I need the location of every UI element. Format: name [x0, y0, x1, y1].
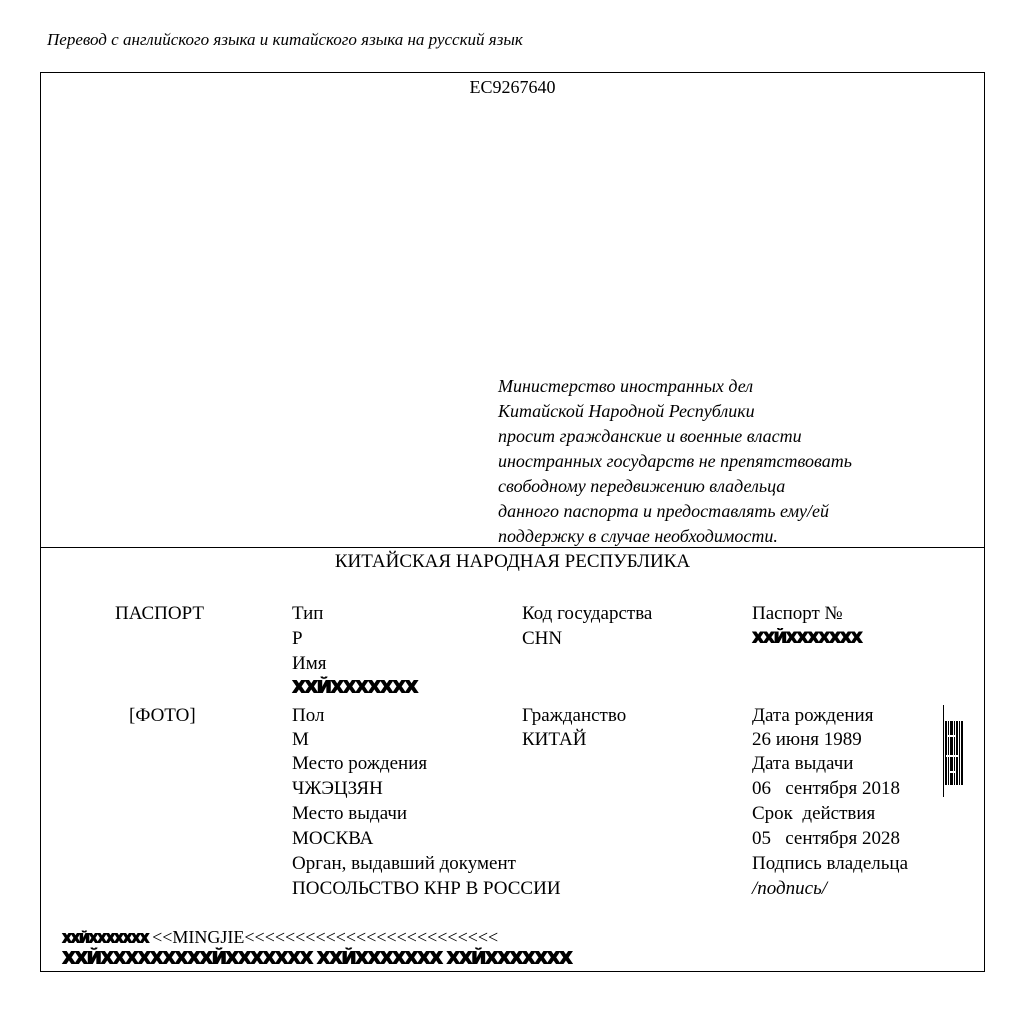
expiry-value: 05 сентября 2028: [752, 828, 900, 849]
sex-label: Пол: [292, 705, 325, 726]
passport-serial: EC9267640: [469, 77, 556, 97]
state-code-label: Код государства: [522, 603, 653, 624]
name-label: Имя: [292, 653, 327, 674]
sex-value: М: [292, 729, 309, 750]
barcode-strip: [942, 705, 964, 797]
ministry-line: данного паспорта и предоставлять ему/ей: [498, 501, 830, 521]
photo-placeholder: [ФОТО]: [129, 705, 196, 726]
birthplace-label: Место рождения: [292, 753, 428, 774]
ministry-request-text: [498, 374, 852, 549]
ministry-line: Министерство иностранных дел: [498, 376, 754, 396]
authority-label: Орган, выдавший документ: [292, 853, 516, 874]
dob-value: 26 июня 1989: [752, 729, 862, 750]
issue-place-value: МОСКВА: [292, 828, 374, 849]
mrz-line-1-text: <<MINGJIE<<<<<<<<<<<<<<<<<<<<<<<<<: [152, 927, 499, 947]
ministry-line: поддержку в случае необходимости.: [498, 526, 778, 546]
ministry-line: иностранных государств не препятствовать: [498, 451, 852, 471]
expiry-label: Срок действия: [752, 803, 876, 824]
mrz-line-2-masked: ХХЙХХХХХХХХХЙХХХХХХХ ХХЙХХХХХХХ ХХЙХХХХХХХ: [62, 948, 572, 969]
issue-date-value: 06 сентября 2018: [752, 778, 900, 799]
signature-value: /подпись/: [752, 878, 827, 899]
ministry-line: просит гражданские и военные власти: [498, 426, 802, 446]
name-value-masked: ХХЙХХХХХХХ: [292, 677, 417, 698]
signature-label: Подпись владельца: [752, 853, 909, 874]
issue-place-label: Место выдачи: [292, 803, 408, 824]
passport-label: ПАСПОРТ: [115, 603, 205, 624]
ministry-line: Китайской Народной Республики: [498, 401, 755, 421]
mrz-line-1-masked: ХХЙХХХХХХХ: [62, 932, 149, 947]
nationality-label: Гражданство: [522, 705, 627, 726]
translation-note: Перевод с английского языка и китайского языка на русский язык: [47, 30, 523, 49]
mrz-line-1: [62, 927, 498, 948]
birthplace-value: ЧЖЭЦЗЯН: [292, 778, 383, 799]
type-label: Тип: [292, 603, 324, 624]
dob-label: Дата рождения: [752, 705, 874, 726]
passport-no-label: Паспорт №: [752, 603, 843, 624]
type-value: P: [292, 628, 303, 649]
issue-date-label: Дата выдачи: [752, 753, 854, 774]
nationality-value: КИТАЙ: [522, 729, 587, 750]
authority-value: ПОСОЛЬСТВО КНР В РОССИИ: [292, 878, 561, 899]
ministry-line: свободному передвижению владельца: [498, 476, 786, 496]
passport-no-value-masked: ХХЙХХХХХХХ: [752, 628, 862, 647]
state-code-value: CHN: [522, 628, 563, 649]
country-heading: КИТАЙСКАЯ НАРОДНАЯ РЕСПУБЛИКА: [334, 551, 691, 572]
